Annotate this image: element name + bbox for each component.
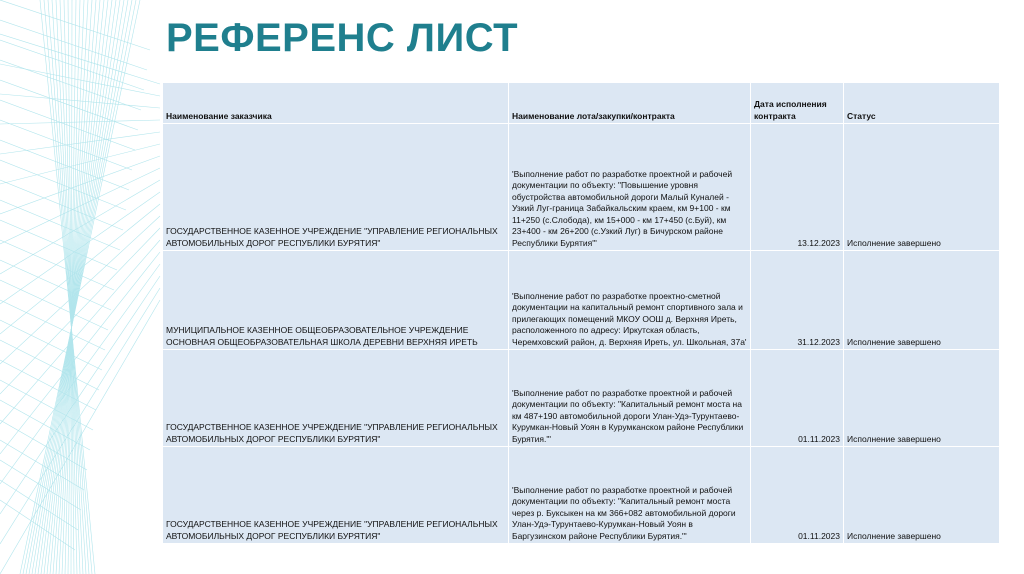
table-row [163,350,1000,447]
reference-table [162,82,1000,544]
lot-cell: 'Выполнение работ по разработке проектной и рабочей документации по объекту: "Повышение уровня обустройства автомобильной дороги Малый Куналей - Узкий Луг-граница Забайкальским краем, км 9+100 - км 11+250 (с.Слобода), км 15+000 - км 17+450 (с.Буй), км 23+400 - км 26+200 (с.Узкий Луг) в Бичурском районе Республики Бурятия"' [509,124,751,251]
header-lot: Наименование лота/закупки/контракта [509,83,751,124]
header-date: Дата исполнения контракта [751,83,844,124]
date-cell: 13.12.2023 [751,124,844,251]
table-row [163,251,1000,350]
status-cell: Исполнение завершено [844,350,1000,447]
status-cell: Исполнение завершено [844,251,1000,350]
date-cell: 01.11.2023 [751,447,844,544]
header-customer: Наименование заказчика [163,83,509,124]
header-status: Статус [844,83,1000,124]
date-cell: 31.12.2023 [751,251,844,350]
table-row [163,447,1000,544]
status-cell: Исполнение завершено [844,124,1000,251]
table-row [163,124,1000,251]
lot-cell: 'Выполнение работ по разработке проектной и рабочей документации по объекту: "Капитальный ремонт моста через р. Буксыкен на км 366+082 автомобильной дороги Улан-Удэ-Турунтаево-Курумкан-Новый Уоян в Баргузинском районе Республики Бурятия."' [509,447,751,544]
customer-cell: ГОСУДАРСТВЕННОЕ КАЗЕННОЕ УЧРЕЖДЕНИЕ "УПРАВЛЕНИЕ РЕГИОНАЛЬНЫХ АВТОМОБИЛЬНЫХ ДОРОГ РЕСПУБЛИКИ БУРЯТИЯ" [163,124,509,251]
wireframe-decoration [0,0,170,574]
page-title: РЕФЕРЕНС ЛИСТ [166,16,519,60]
customer-cell: ГОСУДАРСТВЕННОЕ КАЗЕННОЕ УЧРЕЖДЕНИЕ "УПРАВЛЕНИЕ РЕГИОНАЛЬНЫХ АВТОМОБИЛЬНЫХ ДОРОГ РЕСПУБЛИКИ БУРЯТИЯ" [163,350,509,447]
date-cell: 01.11.2023 [751,350,844,447]
table-header-row [163,83,1000,124]
lot-cell: 'Выполнение работ по разработке проектной и рабочей документации по объекту: "Капитальный ремонт моста на км 487+190 автомобильной дороги Улан-Удэ-Турунтаево-Курумкан-Новый Уоян в Курумканском районе Республики Бурятия."' [509,350,751,447]
customer-cell: МУНИЦИПАЛЬНОЕ КАЗЕННОЕ ОБЩЕОБРАЗОВАТЕЛЬНОЕ УЧРЕЖДЕНИЕ ОСНОВНАЯ ОБЩЕОБРАЗОВАТЕЛЬНАЯ ШКОЛА ДЕРЕВНИ ВЕРХНЯЯ ИРЕТЬ [163,251,509,350]
customer-cell: ГОСУДАРСТВЕННОЕ КАЗЕННОЕ УЧРЕЖДЕНИЕ "УПРАВЛЕНИЕ РЕГИОНАЛЬНЫХ АВТОМОБИЛЬНЫХ ДОРОГ РЕСПУБЛИКИ БУРЯТИЯ" [163,447,509,544]
status-cell: Исполнение завершено [844,447,1000,544]
lot-cell: 'Выполнение работ по разработке проектно-сметной документации на капитальный ремонт спортивного зала и прилегающих помещений МКОУ ООШ д. Верхняя Иреть, расположенного по адресу: Иркутская область, Черемховский район, д. Верхняя Иреть, ул. Школьная, 37а' [509,251,751,350]
